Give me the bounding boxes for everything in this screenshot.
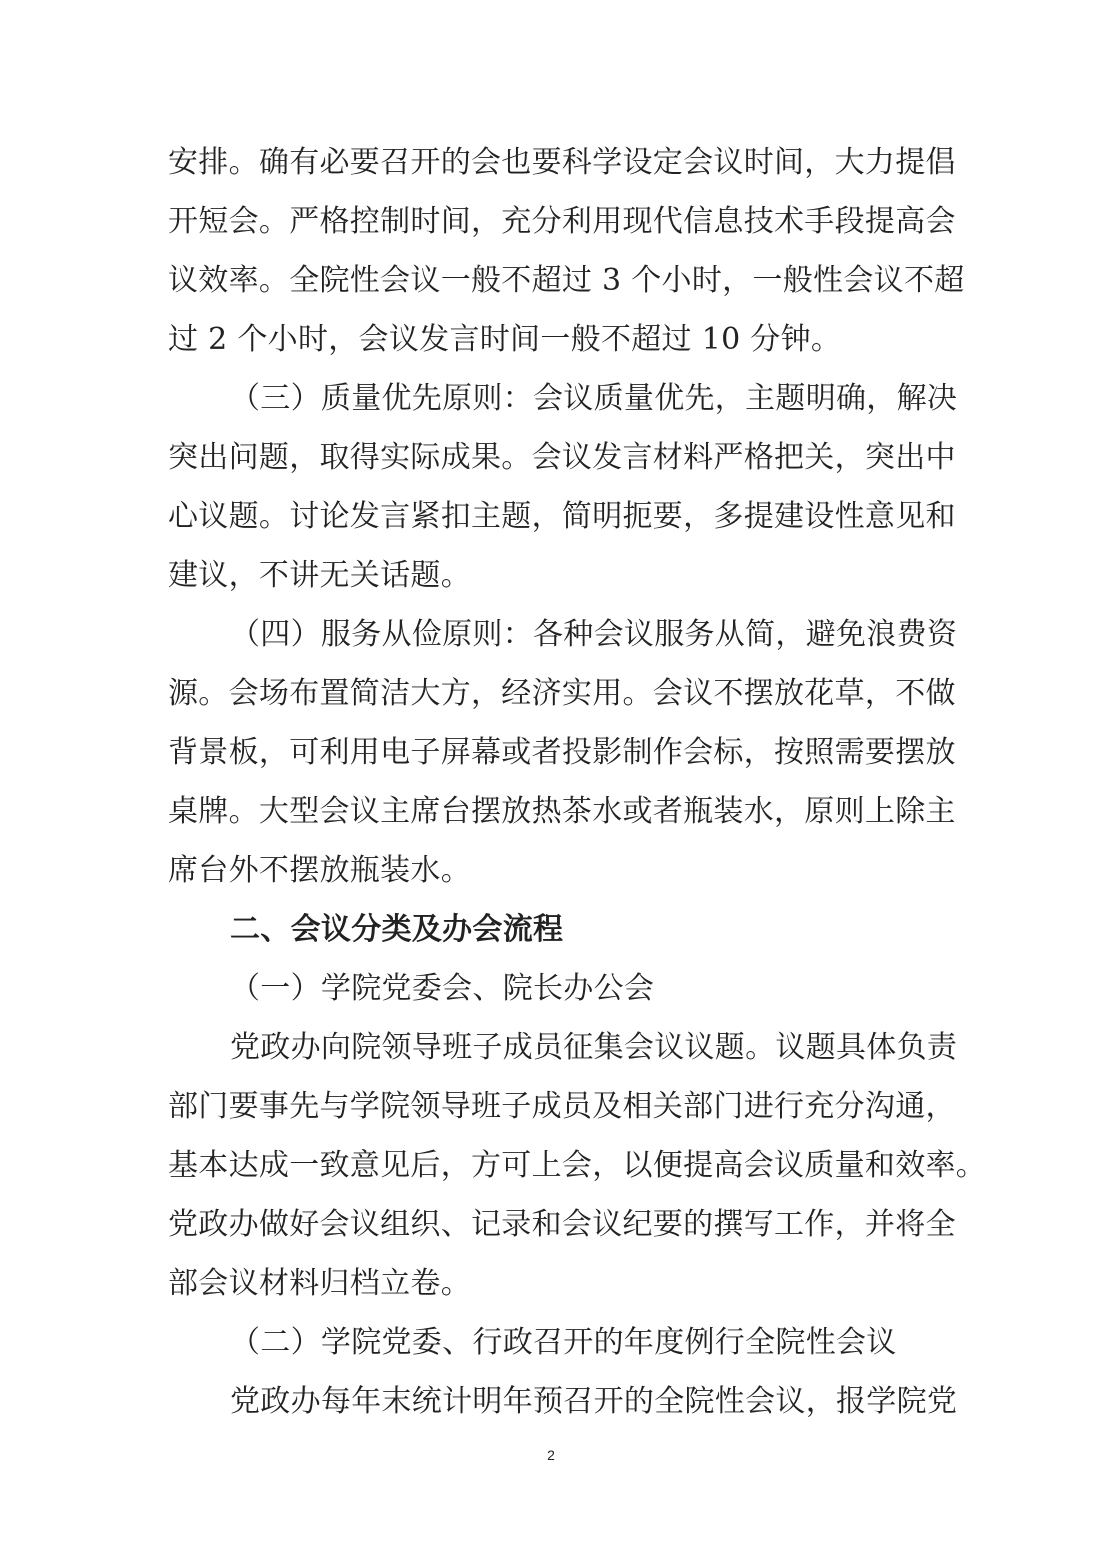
paragraph-line: 桌牌。大型会议主席台摆放热茶水或者瓶装水，原则上除主 [168, 794, 956, 829]
subsection-heading: （一）学院党委会、院长办公会 [230, 971, 655, 1006]
paragraph-line: （四）服务从俭原则：各种会议服务从简，避免浪费资 [230, 617, 958, 652]
paragraph-line: 基本达成一致意见后，方可上会，以便提高会议质量和效率。 [168, 1148, 987, 1183]
paragraph-line: 议效率。全院性会议一般不超过 3 个小时，一般性会议不超 [168, 263, 965, 298]
section-heading: 二、会议分类及办会流程 [230, 912, 564, 947]
subsection-heading: （二）学院党委、行政召开的年度例行全院性会议 [230, 1325, 897, 1360]
paragraph-line: 过 2 个小时，会议发言时间一般不超过 10 分钟。 [168, 322, 842, 357]
paragraph-line: 安排。确有必要召开的会也要科学设定会议时间，大力提倡 [168, 145, 956, 180]
paragraph-line: 席台外不摆放瓶装水。 [168, 853, 471, 888]
paragraph-line: （三）质量优先原则：会议质量优先，主题明确，解决 [230, 381, 958, 416]
paragraph-line: 心议题。讨论发言紧扣主题，简明扼要，多提建设性意见和 [168, 499, 956, 534]
paragraph-line: 背景板，可利用电子屏幕或者投影制作会标，按照需要摆放 [168, 735, 956, 770]
paragraph-line: 党政办向院领导班子成员征集会议议题。议题具体负责 [230, 1030, 958, 1065]
paragraph-line: 部会议材料归档立卷。 [168, 1266, 471, 1301]
paragraph-line: 源。会场布置简洁大方，经济实用。会议不摆放花草，不做 [168, 676, 956, 711]
paragraph-line: 建议，不讲无关话题。 [168, 558, 471, 593]
page-number: 2 [547, 1447, 555, 1463]
paragraph-line: 突出问题，取得实际成果。会议发言材料严格把关，突出中 [168, 440, 956, 475]
paragraph-line: 党政办每年末统计明年预召开的全院性会议，报学院党 [230, 1384, 958, 1419]
paragraph-line: 部门要事先与学院领导班子成员及相关部门进行充分沟通， [168, 1089, 956, 1124]
document-body [168, 133, 987, 1431]
paragraph-line: 开短会。严格控制时间，充分利用现代信息技术手段提高会 [168, 204, 956, 239]
paragraph-line: 党政办做好会议组织、记录和会议纪要的撰写工作，并将全 [168, 1207, 956, 1242]
